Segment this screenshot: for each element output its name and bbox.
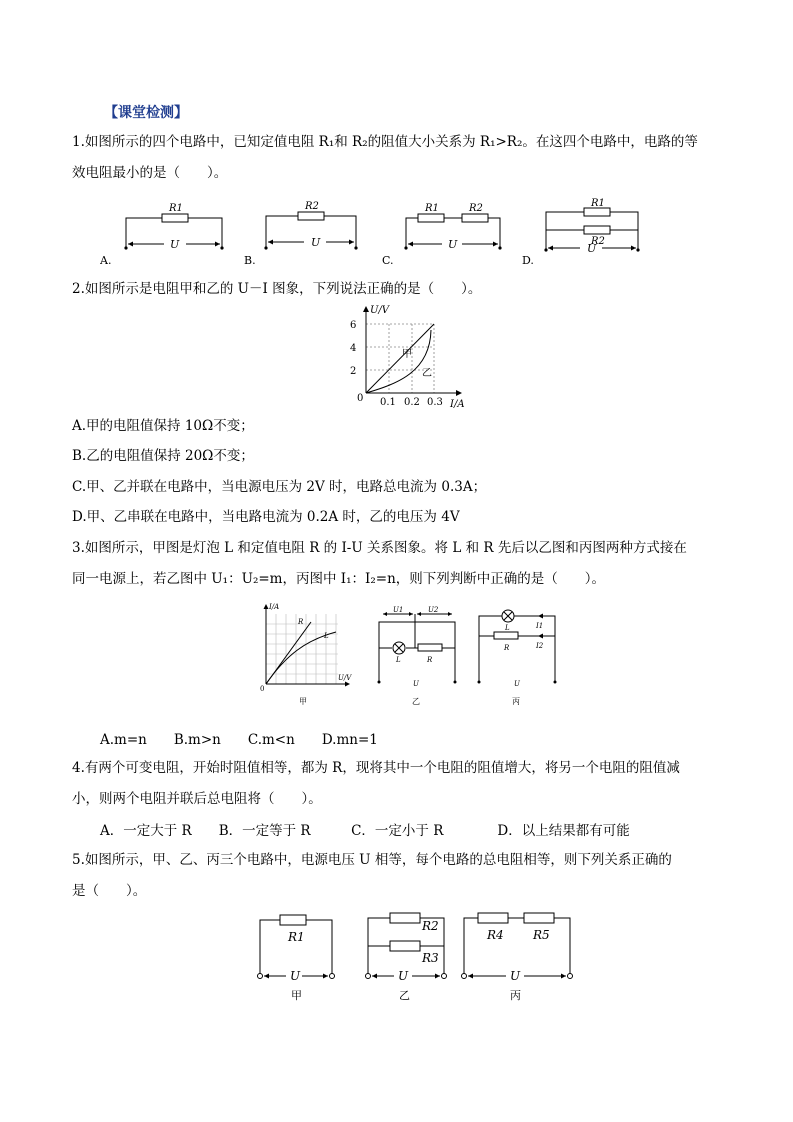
q3-u2-label: U2 [428, 606, 439, 614]
q2-y-axis-label: U/V [370, 305, 390, 316]
q5-r3-label: R3 [422, 951, 439, 965]
q3-options: A.m=n B.m>n C.m<n D.mn=1 [100, 732, 378, 748]
q2-jia-label: 甲 [402, 349, 412, 360]
q4-stem-line1: 4.有两个可变电阻，开始时阻值相等，都为 R，现将其中一个电阻的阻值增大，将另一个电阻的阻值减 [72, 760, 680, 776]
q1-d-r2-label: R2 [591, 236, 605, 247]
q2-option-d: D.甲、乙串联在电路中，当电路电流为 0.2A 时，乙的电压为 4V [72, 509, 460, 525]
q4-options: A．一定大于 R B．一定等于 R C．一定小于 R D．以上结果都有可能 [100, 823, 630, 839]
q1-option-a: A. [100, 254, 112, 267]
q3-bing-u-label: U [514, 680, 520, 688]
q2-option-a: A.甲的电阻值保持 10Ω不变； [72, 418, 254, 434]
q2-ytick-2: 2 [350, 366, 357, 377]
q1-stem-line1: 1.如图所示的四个电路中，已知定值电阻 R₁和 R₂的阻值大小关系为 R₁>R₂。在这四个电路中，电路的等 [72, 134, 698, 150]
q1-d-u-label: U [587, 242, 597, 255]
q5-jia-u-label: U [290, 969, 301, 983]
q3-yi-r-label: R [427, 656, 433, 664]
q3-jia-caption: 甲 [299, 697, 307, 706]
q3-figure [256, 600, 566, 712]
q1-b-r2-label: R2 [305, 201, 319, 212]
q5-r4-label: R4 [487, 928, 504, 942]
q3-bing-caption: 丙 [512, 697, 520, 706]
q2-yi-label: 乙 [422, 368, 432, 379]
q1-c-r1-label: R1 [425, 203, 439, 214]
q3-bing-l-label: L [505, 624, 510, 632]
q1-option-c: C. [382, 254, 394, 267]
q1-a-u-label: U [170, 238, 180, 251]
q3-graph-l-label: L [324, 632, 329, 640]
q3-origin: 0 [260, 685, 265, 693]
q1-option-b: B. [244, 254, 256, 267]
q1-c-u-label: U [448, 238, 458, 251]
q3-graph-r-label: R [298, 618, 304, 626]
q2-x-axis-label: I/A [450, 399, 465, 410]
q3-i1-label: I1 [536, 622, 544, 630]
q3-uv-label: U/V [338, 674, 352, 682]
q3-ia-label: I/A [269, 603, 280, 611]
q2-option-b: B.乙的电阻值保持 20Ω不变； [72, 448, 254, 464]
q5-stem-line2: 是（ ）。 [72, 883, 147, 899]
q3-yi-u-label: U [413, 680, 419, 688]
q3-i2-label: I2 [536, 642, 544, 650]
q5-circuits-figure [246, 906, 591, 1006]
q5-yi-caption: 乙 [399, 989, 410, 1002]
q2-ytick-6: 6 [350, 320, 357, 331]
q2-option-c: C.甲、乙并联在电路中，当电源电压为 2V 时，电路总电流为 0.3A； [72, 479, 487, 495]
q1-option-d: D. [522, 254, 534, 267]
q3-stem-line1: 3.如图所示，甲图是灯泡 L 和定值电阻 R 的 I-U 关系图象。将 L 和 R 先后以乙图和丙图两种方式接在 [72, 540, 687, 556]
q4-stem-line2: 小，则两个电阻并联后总电阻将（ ）。 [72, 791, 322, 807]
q3-yi-caption: 乙 [412, 697, 420, 706]
q5-bing-u-label: U [510, 969, 521, 983]
q3-stem-line2: 同一电源上，若乙图中 U₁：U₂=m，丙图中 I₁：I₂=n，则下列判断中正确的是（ ）。 [72, 571, 606, 587]
q2-xtick-02: 0.2 [404, 397, 420, 408]
q5-yi-u-label: U [398, 969, 409, 983]
q3-u1-label: U1 [393, 606, 404, 614]
q5-stem-line1: 5.如图所示，甲、乙、丙三个电路中，电源电压 U 相等，每个电路的总电阻相等，则下列关系正确的 [72, 852, 672, 868]
q1-c-r2-label: R2 [469, 203, 483, 214]
q2-stem: 2.如图所示是电阻甲和乙的 U－I 图象，下列说法正确的是（ ）。 [72, 281, 482, 297]
q3-bing-r-label: R [504, 644, 510, 652]
q1-stem-line2: 效电阻最小的是（ ）。 [72, 165, 228, 181]
q5-r2-label: R2 [422, 919, 439, 933]
q2-xtick-01: 0.1 [380, 397, 396, 408]
q1-d-r1-label: R1 [591, 198, 605, 209]
q2-ui-graph [342, 302, 474, 412]
q5-r5-label: R5 [533, 928, 550, 942]
q5-r1-label: R1 [288, 930, 305, 944]
q1-a-r1-label: R1 [169, 203, 183, 214]
q1-circuits-figure [100, 198, 660, 270]
q1-b-u-label: U [311, 236, 321, 249]
q2-ytick-4: 4 [350, 343, 357, 354]
q2-origin: 0 [357, 393, 364, 404]
section-heading: 【课堂检测】 [104, 105, 188, 121]
q5-jia-caption: 甲 [291, 989, 302, 1002]
q5-bing-caption: 丙 [510, 989, 521, 1002]
q2-xtick-03: 0.3 [427, 397, 443, 408]
q3-yi-l-label: L [396, 656, 401, 664]
